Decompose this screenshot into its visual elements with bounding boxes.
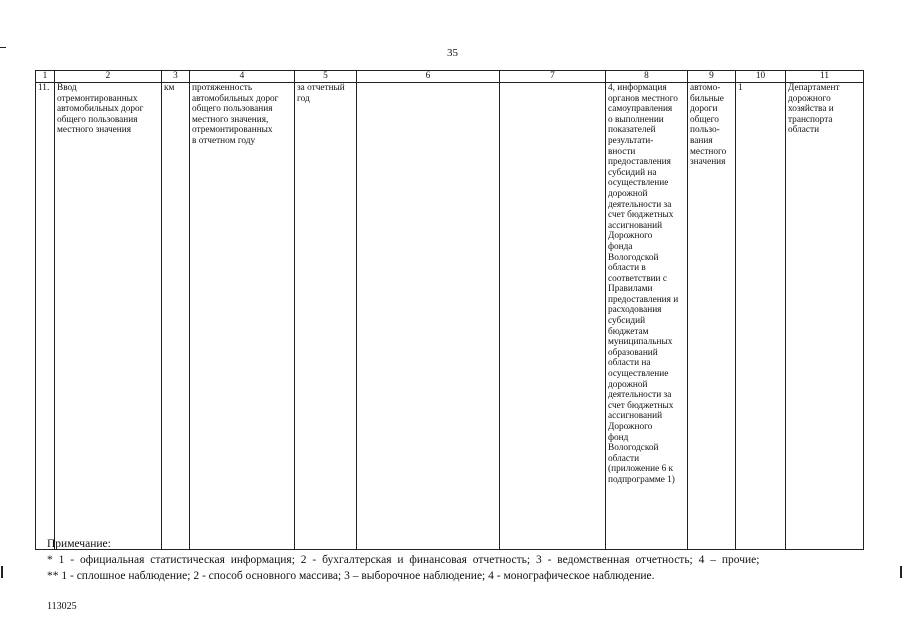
definition-cell: протяженность автомобильных дорог общего пользования местного значения, отремонтированных в отчетном году [190, 83, 295, 550]
notes-title: Примечание: [47, 538, 111, 550]
scan-edge-mark [1, 566, 3, 578]
method-cell: 1 [736, 83, 786, 550]
row-number-cell: 11. [36, 83, 55, 550]
column-header: 1 [36, 71, 55, 83]
empty-cell-col7 [500, 83, 606, 550]
responsible-cell: Департамент дорожного хозяйства и транспорта области [786, 83, 864, 550]
column-header: 2 [55, 71, 162, 83]
column-header: 9 [688, 71, 736, 83]
column-number-row [36, 71, 864, 83]
indicator-name-cell: Ввод отремонтированных автомобильных дорог общего пользования местного значения [55, 83, 162, 550]
object-cell: автомо- бильные дороги общего пользо- вания местного значения [688, 83, 736, 550]
note-footnote-1: * 1 - официальная статистическая информация; 2 - бухгалтерская и финансовая отчетность; 3 - ведомственная отчетность; 4 – прочие; [47, 554, 760, 566]
scan-edge-mark [0, 47, 6, 48]
page-number: 35 [447, 47, 458, 59]
column-header: 4 [190, 71, 295, 83]
empty-cell-col6 [357, 83, 500, 550]
table-row [36, 83, 864, 550]
indicators-table [35, 70, 864, 550]
unit-cell: км [162, 83, 190, 550]
document-code: 113025 [47, 601, 77, 612]
scan-edge-mark [900, 566, 902, 578]
column-header: 6 [357, 71, 500, 83]
column-header: 8 [606, 71, 688, 83]
period-cell: за отчетный год [295, 83, 357, 550]
note-footnote-2: ** 1 - сплошное наблюдение; 2 - способ основного массива; 3 – выборочное наблюдение; 4 - монографическое наблюдение. [47, 570, 655, 582]
column-header: 11 [786, 71, 864, 83]
column-header: 3 [162, 71, 190, 83]
source-cell: 4, информация органов местного самоуправления о выполнении показателей результати- вности предоставления субсидий на осуществление дорожной деятельности за счет бюджетных ассигнований Дорожного фонда Вологодской области в соответствии с Правилами предоставления и расходования субсидий бюджетам муниципальных образований области на осуществление дорожной деятельности за счет бюджетных ассигнований Дорожного фонд Вологодской области (приложение 6 к подпрограмме 1) [606, 83, 688, 550]
column-header: 10 [736, 71, 786, 83]
column-header: 7 [500, 71, 606, 83]
column-header: 5 [295, 71, 357, 83]
